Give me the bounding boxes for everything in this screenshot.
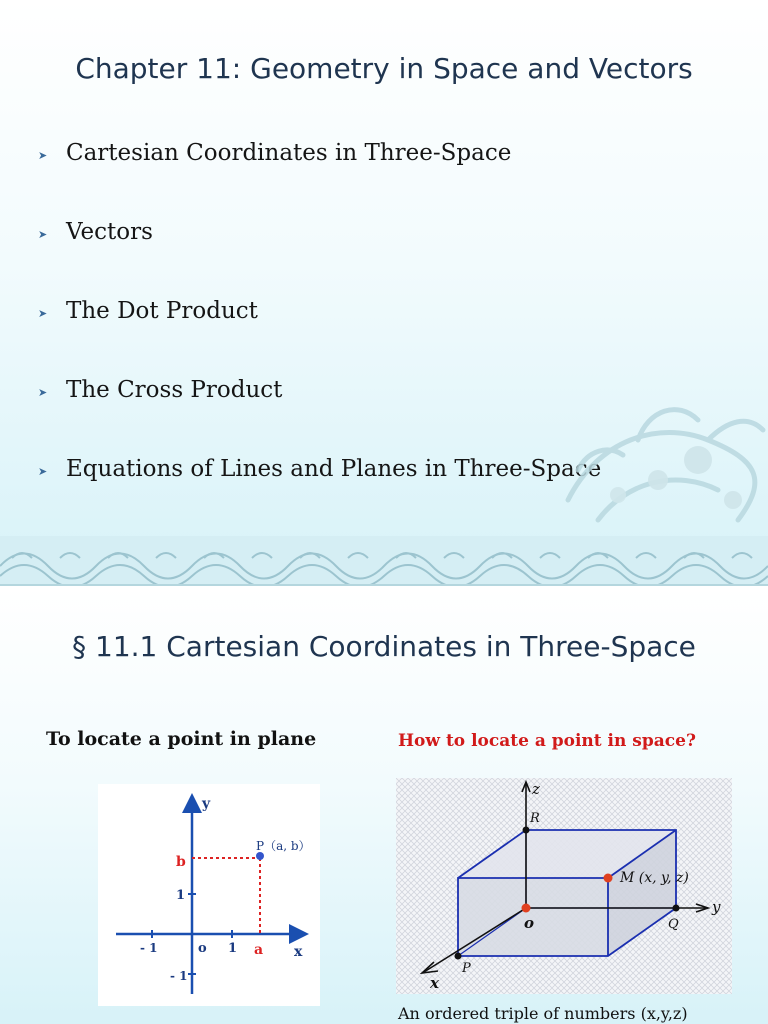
topic-list — [38, 140, 601, 535]
topic-item — [38, 377, 601, 456]
bullet-arrow-icon: ➤ — [38, 307, 48, 320]
topic-label: Vectors — [66, 219, 153, 245]
origin-label: o — [524, 914, 535, 932]
point-m — [604, 874, 613, 883]
x-axis-label: x — [294, 944, 303, 960]
point-q — [673, 905, 680, 912]
bullet-arrow-icon: ➤ — [38, 228, 48, 241]
q-label: Q — [668, 917, 679, 932]
space-coordinate-figure — [396, 778, 732, 994]
y-axis-label: y — [712, 898, 721, 916]
z-axis-label: z — [532, 780, 540, 798]
dragon-decoration-icon — [538, 380, 768, 550]
space-question-heading: How to locate a point in space? — [398, 731, 696, 751]
wave-border-decoration — [0, 536, 768, 586]
topic-label: The Cross Product — [66, 377, 283, 403]
origin-point — [522, 904, 531, 913]
tick-x-pos-label: 1 — [228, 941, 238, 956]
bullet-arrow-icon: ➤ — [38, 386, 48, 399]
point-r — [523, 827, 530, 834]
plane-heading: To locate a point in plane — [46, 728, 317, 750]
bullet-arrow-icon: ➤ — [38, 465, 48, 478]
bullet-arrow-icon: ➤ — [38, 149, 48, 162]
slide-title: Chapter 11: Geometry in Space and Vectors — [75, 52, 693, 85]
b-label: b — [176, 854, 186, 870]
topic-item — [38, 140, 601, 219]
plane-coordinate-figure — [98, 784, 320, 1006]
tick-y-pos-label: 1 — [176, 888, 186, 903]
r-label: R — [530, 811, 540, 826]
tick-y-neg-label: - 1 — [170, 969, 188, 983]
origin-label: o — [198, 941, 207, 956]
a-label: a — [254, 942, 264, 958]
topic-label: Equations of Lines and Planes in Three-Space — [66, 456, 602, 482]
topic-item — [38, 219, 601, 298]
slide-cartesian-coordinates — [0, 588, 768, 1024]
tick-x-neg-label: - 1 — [140, 941, 158, 955]
point-p — [256, 852, 264, 860]
topic-label: The Dot Product — [66, 298, 258, 324]
p-label: P — [462, 961, 471, 976]
point-p-label: P（a, b） — [256, 839, 311, 853]
x-axis-label: x — [430, 974, 439, 992]
y-axis-label: y — [202, 796, 211, 812]
slide-title: § 11.1 Cartesian Coordinates in Three-Space — [72, 630, 696, 663]
topic-item — [38, 298, 601, 377]
figure-caption: An ordered triple of numbers (x,y,z) — [398, 1004, 688, 1023]
topic-item — [38, 456, 601, 535]
point-m-label: M (x, y, z) — [620, 870, 689, 886]
point-p — [455, 953, 462, 960]
topic-label: Cartesian Coordinates in Three-Space — [66, 140, 512, 166]
